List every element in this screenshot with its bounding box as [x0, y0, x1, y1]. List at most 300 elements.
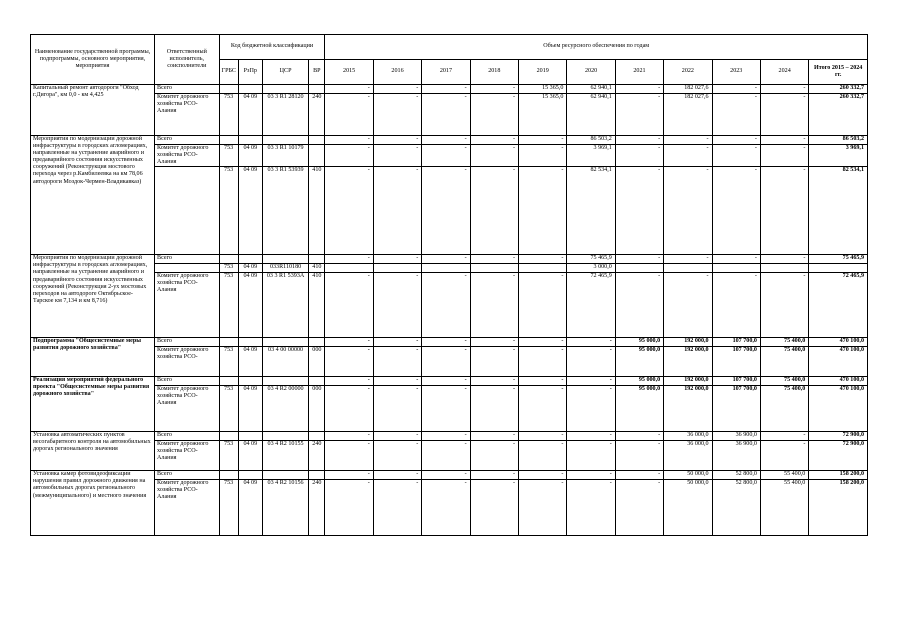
header-years-group: Объем ресурсного обеспечения по годам	[325, 35, 868, 60]
year-value-cell: -	[470, 377, 518, 386]
year-value-cell: 15 365,0	[519, 94, 567, 136]
year-value-cell: -	[664, 273, 712, 338]
year-value-cell: -	[325, 338, 373, 347]
year-value-cell: 15 365,0	[519, 85, 567, 94]
year-value-cell: -	[325, 167, 373, 255]
responsible-cell: Всего	[155, 85, 220, 94]
year-value-cell: 36 900,0	[712, 432, 760, 441]
year-value-cell: -	[470, 136, 518, 145]
year-value-cell: -	[519, 255, 567, 264]
rzpr-cell: 04 09	[238, 347, 262, 377]
header-year: 2016	[373, 60, 421, 85]
year-value-cell: -	[712, 145, 760, 167]
year-value-cell: -	[615, 167, 663, 255]
year-value-cell: -	[519, 145, 567, 167]
total-cell: 72 900,0	[809, 441, 868, 471]
vr-cell: 000	[309, 347, 325, 377]
year-value-cell: -	[664, 136, 712, 145]
header-year: 2020	[567, 60, 615, 85]
year-value-cell: -	[615, 94, 663, 136]
year-value-cell: -	[567, 441, 615, 471]
table-body	[31, 85, 868, 536]
total-cell: 75 465,9	[809, 255, 868, 264]
vr-cell	[309, 136, 325, 145]
header-year: 2022	[664, 60, 712, 85]
header-total: Итого 2015 – 2024 гг.	[809, 60, 868, 85]
year-value-cell: 3 969,1	[567, 145, 615, 167]
responsible-cell: Комитет дорожного хозяйства РСО-Алания	[155, 441, 220, 471]
year-value-cell	[615, 264, 663, 273]
csr-cell: 03 3 R1 28120	[262, 94, 308, 136]
total-cell: 158 200,0	[809, 480, 868, 536]
responsible-cell: Всего	[155, 255, 220, 264]
header-code-group: Код бюджетной классификации	[219, 35, 325, 60]
rzpr-cell: 04 09	[238, 386, 262, 432]
year-value-cell: -	[712, 94, 760, 136]
rzpr-cell: 04 09	[238, 167, 262, 255]
year-value-cell: -	[615, 432, 663, 441]
rzpr-cell	[238, 255, 262, 264]
total-cell: 260 332,7	[809, 85, 868, 94]
grbs-cell: 753	[219, 264, 238, 273]
total-cell: 72 900,0	[809, 432, 868, 441]
year-value-cell: -	[664, 167, 712, 255]
year-value-cell: -	[422, 347, 470, 377]
grbs-cell	[219, 471, 238, 480]
total-cell: 260 332,7	[809, 94, 868, 136]
csr-cell	[262, 377, 308, 386]
year-value-cell: 192 000,0	[664, 377, 712, 386]
year-value-cell: -	[422, 167, 470, 255]
year-value-cell: -	[373, 338, 421, 347]
grbs-cell	[219, 338, 238, 347]
rzpr-cell: 04 09	[238, 264, 262, 273]
rzpr-cell: 04 09	[238, 441, 262, 471]
item-name-cell: Капитальный ремонт автодороги "Обход г.Дигора", км 0,0 - км 4,425	[31, 85, 155, 136]
year-value-cell: -	[422, 145, 470, 167]
year-value-cell	[664, 264, 712, 273]
year-value-cell: -	[470, 347, 518, 377]
rzpr-cell	[238, 432, 262, 441]
table-row	[31, 255, 868, 264]
year-value-cell: -	[422, 377, 470, 386]
year-value-cell: 75 400,0	[760, 386, 808, 432]
budget-table	[30, 34, 868, 536]
year-value-cell: -	[760, 94, 808, 136]
responsible-cell: Комитет дорожного хозяйства РСО-Алания	[155, 273, 220, 338]
table-row	[31, 167, 868, 255]
year-value-cell: 107 700,0	[712, 338, 760, 347]
year-value-cell: -	[760, 255, 808, 264]
item-name-cell: Мероприятия по модернизации дорожной инфраструктуры в городских агломерациях, направленные на устранение аварийного и предаварийного состояния искусственных сооружений (Реконструкция 2-ух мостовых переходов на автодороге Октябрьское-Тарское км 7,134 и км 8,716)	[31, 255, 155, 338]
year-value-cell: -	[422, 471, 470, 480]
rzpr-cell	[238, 85, 262, 94]
year-value-cell: 82 534,1	[567, 167, 615, 255]
csr-cell: 03 3 R1 5393A	[262, 273, 308, 338]
year-value-cell: 3 000,0	[567, 264, 615, 273]
csr-cell: 03 4 R2 00000	[262, 386, 308, 432]
year-value-cell	[422, 264, 470, 273]
table-row	[31, 480, 868, 536]
table-row	[31, 432, 868, 441]
item-name-cell: Установка камер фотовидеофиксации нарушения правил дорожного движения на автомобильных дорогах регионального (межмуниципального) и местного значения	[31, 471, 155, 536]
year-value-cell: -	[373, 136, 421, 145]
year-value-cell: -	[325, 273, 373, 338]
table-row	[31, 85, 868, 94]
year-value-cell: -	[373, 347, 421, 377]
responsible-cell: Комитет дорожного хозяйства РСО-	[155, 347, 220, 377]
csr-cell: 03 4 00 00000	[262, 347, 308, 377]
year-value-cell: -	[325, 347, 373, 377]
year-value-cell: 95 000,0	[615, 377, 663, 386]
year-value-cell: -	[760, 167, 808, 255]
year-value-cell: -	[760, 85, 808, 94]
year-value-cell: -	[373, 167, 421, 255]
vr-cell: 240	[309, 480, 325, 536]
year-value-cell: 50 000,0	[664, 480, 712, 536]
year-value-cell: -	[712, 136, 760, 145]
grbs-cell: 753	[219, 480, 238, 536]
year-value-cell: -	[422, 273, 470, 338]
header-name: Наименование государственной программы, подпрограммы, основного мероприятия, мероприятия	[31, 35, 155, 85]
responsible-cell: Всего	[155, 136, 220, 145]
csr-cell: 03 4 R2 10155	[262, 441, 308, 471]
year-value-cell: -	[760, 145, 808, 167]
year-value-cell: -	[373, 432, 421, 441]
grbs-cell: 753	[219, 441, 238, 471]
responsible-cell: Комитет дорожного хозяйства РСО-Алания	[155, 94, 220, 136]
year-value-cell: -	[470, 255, 518, 264]
year-value-cell: -	[422, 338, 470, 347]
year-value-cell: 192 000,0	[664, 338, 712, 347]
year-value-cell: -	[373, 377, 421, 386]
year-value-cell: -	[519, 338, 567, 347]
year-value-cell: -	[567, 480, 615, 536]
year-value-cell	[712, 264, 760, 273]
total-cell: 82 534,1	[809, 167, 868, 255]
year-value-cell: -	[422, 94, 470, 136]
year-value-cell: -	[664, 145, 712, 167]
table-row	[31, 386, 868, 432]
rzpr-cell: 04 09	[238, 94, 262, 136]
year-value-cell	[325, 264, 373, 273]
csr-cell	[262, 85, 308, 94]
responsible-cell: Всего	[155, 377, 220, 386]
grbs-cell	[219, 377, 238, 386]
total-cell: 72 465,9	[809, 273, 868, 338]
year-value-cell	[519, 264, 567, 273]
year-value-cell: -	[470, 338, 518, 347]
header-code-col: ЦСР	[262, 60, 308, 85]
item-name-cell: Мероприятия по модернизации дорожной инфраструктуры в городских агломерациях, направленные на устранение аварийного и предаварийного состояния искусственных сооружений (Реконструкция мостового перехода через р.Камбилеевка на км 78,06 автодороги Моздок-Чермен-Владикавказ)	[31, 136, 155, 255]
total-cell: 158 200,0	[809, 471, 868, 480]
total-cell: 3 969,1	[809, 145, 868, 167]
year-value-cell: -	[470, 441, 518, 471]
vr-cell	[309, 145, 325, 167]
year-value-cell: -	[325, 94, 373, 136]
year-value-cell: 182 027,6	[664, 94, 712, 136]
year-value-cell: -	[519, 480, 567, 536]
rzpr-cell	[238, 471, 262, 480]
year-value-cell: -	[615, 136, 663, 145]
table-row	[31, 338, 868, 347]
csr-cell	[262, 338, 308, 347]
year-value-cell: 75 400,0	[760, 338, 808, 347]
year-value-cell: -	[422, 441, 470, 471]
year-value-cell: -	[373, 145, 421, 167]
year-value-cell: -	[567, 377, 615, 386]
year-value-cell: -	[325, 471, 373, 480]
year-value-cell: -	[615, 145, 663, 167]
year-value-cell: 50 000,0	[664, 471, 712, 480]
table-row	[31, 441, 868, 471]
total-cell: 470 100,0	[809, 386, 868, 432]
year-value-cell: -	[712, 85, 760, 94]
header-responsible: Ответственный исполнитель, соисполнители	[155, 35, 220, 85]
header-code-col: ГРБС	[219, 60, 238, 85]
responsible-cell: Всего	[155, 338, 220, 347]
responsible-cell	[155, 167, 220, 255]
csr-cell	[262, 432, 308, 441]
year-value-cell: -	[470, 273, 518, 338]
year-value-cell: 36 000,0	[664, 441, 712, 471]
year-value-cell: -	[519, 377, 567, 386]
year-value-cell: -	[422, 386, 470, 432]
year-value-cell: -	[422, 136, 470, 145]
year-value-cell: -	[373, 255, 421, 264]
year-value-cell: -	[373, 441, 421, 471]
total-cell	[809, 264, 868, 273]
year-value-cell: 62 940,1	[567, 94, 615, 136]
vr-cell	[309, 471, 325, 480]
item-name-cell: Подпрограмма "Общесистемные меры развития дорожного хозяйства"	[31, 338, 155, 377]
table-row	[31, 136, 868, 145]
year-value-cell: 36 900,0	[712, 441, 760, 471]
year-value-cell: -	[615, 273, 663, 338]
rzpr-cell	[238, 338, 262, 347]
year-value-cell: -	[373, 471, 421, 480]
grbs-cell	[219, 432, 238, 441]
table-row	[31, 264, 868, 273]
year-value-cell: -	[422, 85, 470, 94]
year-value-cell	[373, 264, 421, 273]
year-value-cell: 95 000,0	[615, 347, 663, 377]
grbs-cell: 753	[219, 94, 238, 136]
year-value-cell: -	[615, 255, 663, 264]
grbs-cell: 753	[219, 145, 238, 167]
year-value-cell: -	[325, 145, 373, 167]
table-row	[31, 94, 868, 136]
year-value-cell: 52 800,0	[712, 480, 760, 536]
year-value-cell: -	[422, 480, 470, 536]
responsible-cell: Комитет дорожного хозяйства РСО-Алания	[155, 386, 220, 432]
year-value-cell: 107 700,0	[712, 386, 760, 432]
rzpr-cell	[238, 136, 262, 145]
year-value-cell: -	[615, 441, 663, 471]
year-value-cell: 52 800,0	[712, 471, 760, 480]
vr-cell: 410	[309, 167, 325, 255]
year-value-cell: 95 000,0	[615, 386, 663, 432]
total-cell: 470 100,0	[809, 347, 868, 377]
year-value-cell: -	[325, 85, 373, 94]
year-value-cell: -	[325, 255, 373, 264]
responsible-cell	[155, 264, 220, 273]
csr-cell: 03 4 R2 10156	[262, 480, 308, 536]
rzpr-cell: 04 09	[238, 480, 262, 536]
year-value-cell: -	[373, 85, 421, 94]
vr-cell: 240	[309, 441, 325, 471]
year-value-cell: -	[519, 432, 567, 441]
total-cell: 470 100,0	[809, 377, 868, 386]
vr-cell	[309, 377, 325, 386]
year-value-cell: 182 027,6	[664, 85, 712, 94]
table-row	[31, 377, 868, 386]
year-value-cell: -	[470, 85, 518, 94]
year-value-cell: -	[615, 471, 663, 480]
year-value-cell: -	[760, 441, 808, 471]
year-value-cell: -	[373, 273, 421, 338]
vr-cell	[309, 85, 325, 94]
year-value-cell: -	[712, 273, 760, 338]
csr-cell: 03 3 R1 53939	[262, 167, 308, 255]
responsible-cell: Комитет дорожного хозяйства РСО-Алания	[155, 145, 220, 167]
responsible-cell: Всего	[155, 471, 220, 480]
year-value-cell: 192 000,0	[664, 347, 712, 377]
year-value-cell: -	[615, 85, 663, 94]
year-value-cell: 86 503,2	[567, 136, 615, 145]
year-value-cell	[470, 264, 518, 273]
year-value-cell: 107 700,0	[712, 347, 760, 377]
header-year: 2024	[760, 60, 808, 85]
year-value-cell: -	[519, 386, 567, 432]
responsible-cell: Комитет дорожного хозяйства РСО-Алания	[155, 480, 220, 536]
year-value-cell: 72 465,9	[567, 273, 615, 338]
item-name-cell: Установка автоматических пунктов весогабаритного контроля на автомобильных дорогах регионального значения	[31, 432, 155, 471]
year-value-cell: -	[470, 94, 518, 136]
csr-cell: 033R110180	[262, 264, 308, 273]
year-value-cell: -	[470, 386, 518, 432]
csr-cell	[262, 471, 308, 480]
table-row	[31, 347, 868, 377]
year-value-cell: -	[519, 136, 567, 145]
year-value-cell: -	[470, 167, 518, 255]
item-name-cell: Реализация мероприятий федерального проекта "Общесистемные меры развития дорожного хозяйства"	[31, 377, 155, 432]
year-value-cell: -	[470, 480, 518, 536]
grbs-cell: 753	[219, 273, 238, 338]
year-value-cell: 107 700,0	[712, 377, 760, 386]
grbs-cell	[219, 136, 238, 145]
year-value-cell: 75 400,0	[760, 347, 808, 377]
budget-table-sheet	[30, 34, 868, 536]
header-year: 2021	[615, 60, 663, 85]
header-year: 2019	[519, 60, 567, 85]
grbs-cell: 753	[219, 167, 238, 255]
year-value-cell: -	[567, 347, 615, 377]
year-value-cell: -	[422, 255, 470, 264]
year-value-cell: -	[325, 432, 373, 441]
year-value-cell: -	[373, 94, 421, 136]
header-year: 2017	[422, 60, 470, 85]
year-value-cell: -	[615, 480, 663, 536]
year-value-cell: -	[470, 145, 518, 167]
vr-cell: 410	[309, 264, 325, 273]
vr-cell: 000	[309, 386, 325, 432]
year-value-cell: 95 000,0	[615, 338, 663, 347]
vr-cell	[309, 338, 325, 347]
total-cell: 470 100,0	[809, 338, 868, 347]
vr-cell	[309, 432, 325, 441]
year-value-cell	[760, 264, 808, 273]
year-value-cell: -	[519, 471, 567, 480]
responsible-cell: Всего	[155, 432, 220, 441]
grbs-cell	[219, 255, 238, 264]
year-value-cell: -	[325, 480, 373, 536]
year-value-cell: -	[470, 471, 518, 480]
grbs-cell	[219, 85, 238, 94]
vr-cell	[309, 255, 325, 264]
year-value-cell: 62 940,1	[567, 85, 615, 94]
header-year: 2023	[712, 60, 760, 85]
year-value-cell: -	[325, 377, 373, 386]
year-value-cell: -	[567, 471, 615, 480]
year-value-cell: -	[519, 273, 567, 338]
table-row	[31, 471, 868, 480]
year-value-cell: -	[519, 347, 567, 377]
year-value-cell: -	[325, 136, 373, 145]
header-code-col: ВР	[309, 60, 325, 85]
year-value-cell: -	[519, 441, 567, 471]
year-value-cell: -	[760, 136, 808, 145]
year-value-cell: -	[760, 432, 808, 441]
year-value-cell: 55 400,0	[760, 480, 808, 536]
header-code-col: РзПр	[238, 60, 262, 85]
total-cell: 86 503,2	[809, 136, 868, 145]
year-value-cell: -	[664, 255, 712, 264]
vr-cell: 240	[309, 94, 325, 136]
rzpr-cell	[238, 377, 262, 386]
year-value-cell: -	[325, 441, 373, 471]
table-row	[31, 273, 868, 338]
header-year: 2015	[325, 60, 373, 85]
year-value-cell: 36 000,0	[664, 432, 712, 441]
year-value-cell: 75 465,9	[567, 255, 615, 264]
table-row	[31, 145, 868, 167]
year-value-cell: -	[373, 480, 421, 536]
year-value-cell: -	[470, 432, 518, 441]
rzpr-cell: 04 09	[238, 145, 262, 167]
year-value-cell: -	[325, 386, 373, 432]
year-value-cell: 55 400,0	[760, 471, 808, 480]
year-value-cell: 75 400,0	[760, 377, 808, 386]
csr-cell	[262, 136, 308, 145]
grbs-cell: 753	[219, 347, 238, 377]
year-value-cell: -	[567, 338, 615, 347]
csr-cell	[262, 255, 308, 264]
year-value-cell: -	[567, 432, 615, 441]
year-value-cell: -	[712, 167, 760, 255]
year-value-cell: 192 000,0	[664, 386, 712, 432]
rzpr-cell: 04 09	[238, 273, 262, 338]
year-value-cell: -	[712, 255, 760, 264]
year-value-cell: -	[373, 386, 421, 432]
year-value-cell: -	[760, 273, 808, 338]
header-year: 2018	[470, 60, 518, 85]
grbs-cell: 753	[219, 386, 238, 432]
vr-cell: 410	[309, 273, 325, 338]
year-value-cell: -	[567, 386, 615, 432]
year-value-cell: -	[422, 432, 470, 441]
csr-cell: 03 3 R1 10179	[262, 145, 308, 167]
